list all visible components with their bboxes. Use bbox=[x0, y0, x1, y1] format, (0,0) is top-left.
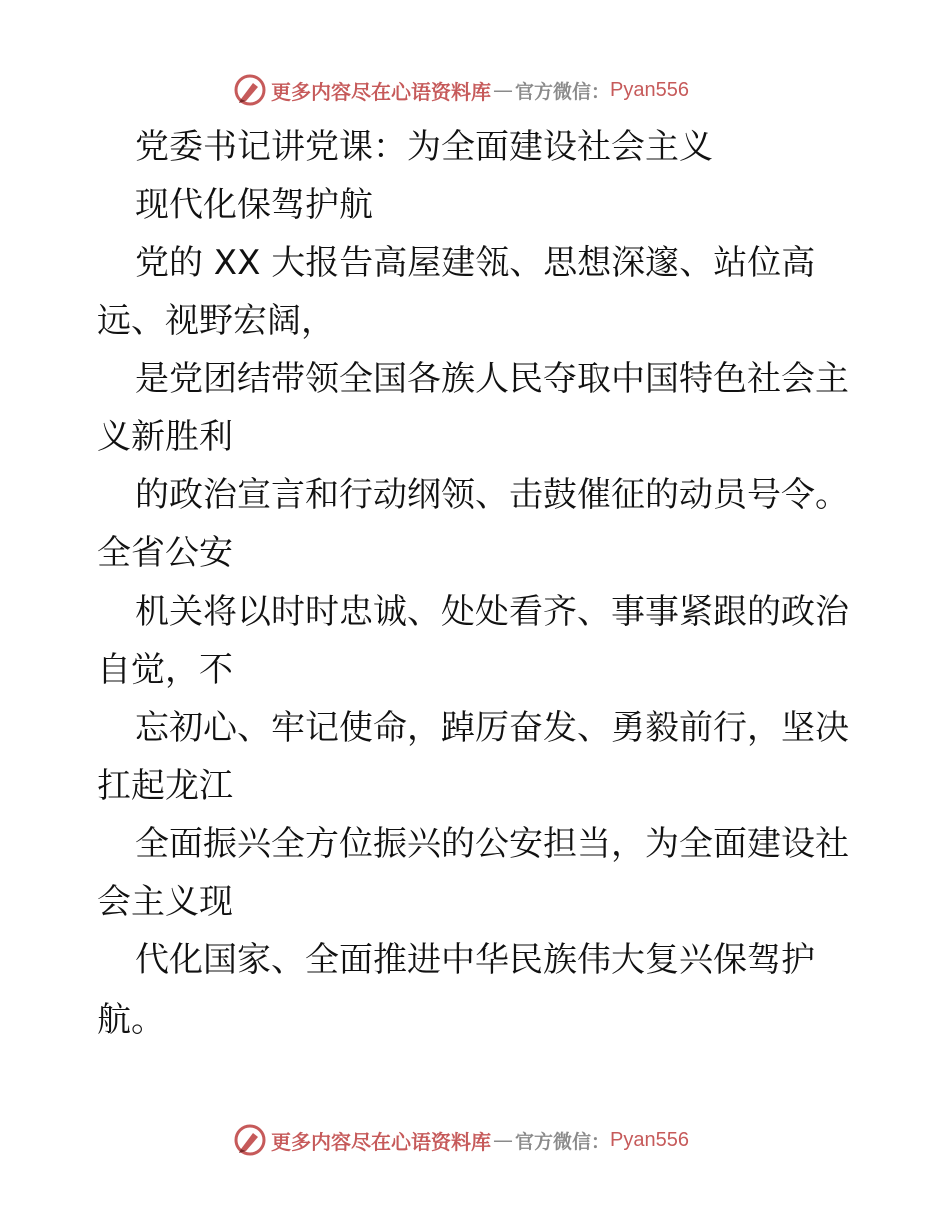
paragraph-line: 忘初心、牢记使命，踔厉奋发、勇毅前行，坚决 bbox=[135, 708, 849, 748]
paragraph-line: 代化国家、全面推进中华民族伟大复兴保驾护 bbox=[135, 940, 815, 980]
paragraph-line: 全省公安 bbox=[97, 533, 233, 573]
pen-logo-icon bbox=[233, 1123, 267, 1157]
watermark-wechat-id: Pyan556 bbox=[610, 1128, 689, 1151]
watermark-separator: — bbox=[493, 78, 513, 102]
paragraph-line: 是党团结带领全国各族人民夺取中国特色社会主 bbox=[135, 359, 849, 399]
paragraph-line: 航。 bbox=[97, 1000, 165, 1040]
document-title-line-1: 党委书记讲党课：为全面建设社会主义 bbox=[135, 127, 713, 167]
pen-logo-icon bbox=[233, 73, 267, 107]
watermark-separator: — bbox=[493, 1128, 513, 1152]
paragraph-line: 扛起龙江 bbox=[97, 766, 233, 806]
paragraph-line: 机关将以时时忠诚、处处看齐、事事紧跟的政治 bbox=[135, 592, 849, 632]
watermark-brand: 更多内容尽在心语资料库 bbox=[271, 79, 491, 104]
watermark-label: 官方微信： bbox=[515, 80, 611, 103]
watermark-label: 官方微信： bbox=[515, 1130, 611, 1153]
paragraph-line: 全面振兴全方位振兴的公安担当，为全面建设社 bbox=[135, 824, 849, 864]
header-watermark bbox=[233, 72, 689, 108]
paragraph-line: 会主义现 bbox=[97, 882, 233, 922]
paragraph-line: 远、视野宏阔， bbox=[97, 301, 335, 341]
footer-watermark bbox=[233, 1122, 689, 1158]
paragraph-line: 自觉，不 bbox=[97, 650, 233, 690]
paragraph-line: 党的 XX 大报告高屋建瓴、思想深邃、站位高 bbox=[135, 243, 816, 283]
watermark-brand: 更多内容尽在心语资料库 bbox=[271, 1129, 491, 1154]
document-title-line-2: 现代化保驾护航 bbox=[135, 185, 373, 225]
paragraph-line: 义新胜利 bbox=[97, 417, 233, 457]
paragraph-line: 的政治宣言和行动纲领、击鼓催征的动员号令。 bbox=[135, 475, 849, 515]
watermark-wechat-id: Pyan556 bbox=[610, 78, 689, 101]
